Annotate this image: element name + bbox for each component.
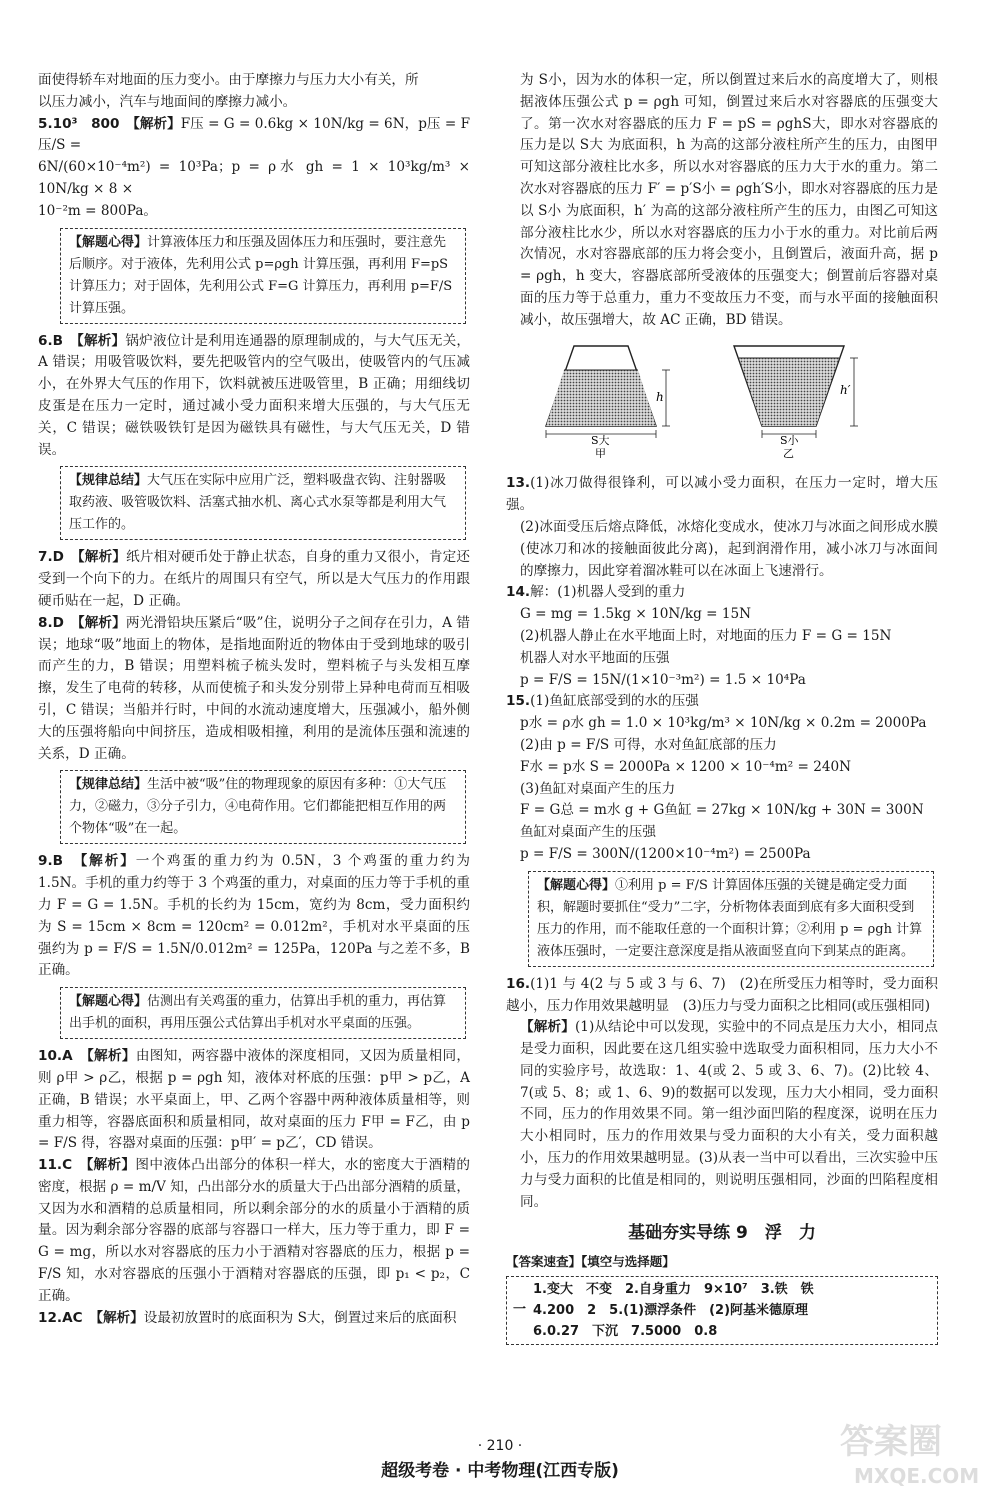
left-column [38,70,470,1329]
answer-16-answers: (1)1 与 4(2 与 5 或 3 与 6、7) (2)在所受压力相等时，受力面积越小，压力作用效果越明显 (3)压力与受力面积之比相同(或压强相同) [506,975,938,1014]
watermark-url: MXQE.COM [854,1464,980,1488]
answer-16-head: 16. [506,975,531,992]
right-column [506,70,938,1345]
answer-6 [38,331,470,462]
answer-14-line-5: p = F/S = 15N/(1×10⁻³m²) = 1.5 × 10⁴Pa [520,671,806,688]
answer-15-line-2: p水 = ρ水 gh = 1.0 × 10³kg/m³ × 10N/kg × 0.2m = 2000Pa [520,715,927,732]
answer-14-head: 14. [506,584,531,601]
answer-15-line-8: p = F/S = 300N/(1200×10⁻⁴m²) = 2500Pa [520,845,811,862]
answer-9-head: 9.B 【解析】 [38,853,136,870]
page-number: · 210 · [477,1438,523,1454]
answer-15-line-5: (3)鱼缸对桌面产生的压力 [520,780,676,797]
answer-12-text: 设最初放置时的底面积为 S大，倒置过来后的底面积 [143,1309,457,1326]
answer-9-text: 一个鸡蛋的重力约为 0.5N，3 个鸡蛋的重力约为 1.5N。手机的重力约等于 3 个鸡蛋的重力，对桌面的压力等于手机的重力 F = G = 1.5N。手机的长约为 15cm，宽约为 8cm，受力面积约为 S = 15cm × 8cm = 120cm² = 0.012m²，手机对水平桌面的压强约为 p = F/S = 1.5N/0.012m² = 125Pa，120Pa 与之差不多，B 正确。 [38,853,470,979]
rule-summary-text: 大气压在实际中应用广泛，塑料吸盘衣钩、注射器吸取药液、吸管吸饮料、活塞式抽水机、离心式水泵等都是利用大气压工作的。 [69,473,447,533]
answer-10-text: 由图知，两容器中液体的深度相同，又因为质量相同，则 ρ甲 > ρ乙，根据 p = ρgh 知，液体对杯底的压强：p甲 > p乙，A 正确，B 错误；水平桌面上，甲、乙两个容器中两种液体质量相等，则重力相等，容器底面积和质量相同，故对桌面的压力 F甲 = F乙，由 p = F/S 得，容器对桌面的压强：p甲′ = p乙′，CD 错误。 [38,1048,470,1152]
height-label-h: h [656,389,664,404]
watermark-text: 答案圈 [840,1422,942,1462]
answer-7-text: 纸片相对硬币处于静止状态，自身的重力又很小，肯定还受到一个向下的力。在纸片的周围只有空气，所以是大气压力的作用跟硬币贴在一起，D 正确。 [38,549,470,609]
rule-summary-tag: 【规律总结】 [69,777,148,793]
answer-15-line-3: (2)由 p = F/S 可得，水对鱼缸底部的压力 [520,736,777,753]
answer-14-line-3: (2)机器人静止在水平地面上时，对地面的压力 F = G = 15N [520,627,892,644]
answer-15-line-7: 鱼缸对桌面产生的压强 [520,824,656,841]
quick-answer-line-2: 4.200 2 5.(1)漂浮条件 (2)阿基米德原理 [533,1303,809,1319]
rule-summary-box-2 [60,770,466,844]
answer-12 [38,1308,470,1330]
answer-6-text: 锅炉液位计是利用连通器的原理制成的，与大气压无关，A 错误；用吸管吸饮料，要先把吸管内的空气吸出，使吸管内的气压减小，在外界大气压的作用下，饮料就被压进吸管里，B 正确；用细线切皮蛋是在压力一定时，通过减小受力面积来增大压强的，与大气压无关，C 错误；磁铁吸铁钉是因为磁铁具有磁性，与大气压无关，D 错误。 [38,332,471,458]
answer-8-head: 8.D 【解析】 [38,614,126,631]
rule-summary-box-1 [60,466,466,540]
section-title: 基础夯实导练 9 浮 力 [628,1223,816,1244]
answer-13-part-2: (2)冰面受压后熔点降低，冰熔化变成水，使冰刀与冰面之间形成水膜(使冰刀和冰的接触面彼此分离)，起到润滑作用，减小冰刀与冰面间的摩擦力，因此穿着溜冰鞋可以在冰面上飞速滑行。 [520,518,938,579]
answer-16-analysis-tag: 【解析】 [520,1019,575,1036]
figure-label-jia: 甲 [595,446,606,458]
answer-16 [506,974,938,1214]
answer-12-continued: 为 S小，因为水的体积一定，所以倒置过来后水的高度增大了，则根据液体压强公式 p = ρgh 可知，倒置过来后水对容器底的压强变大了。第一次水对容器底的压力 F = pS = ρghS大，即水对容器底的压力是以 S大 为底面积，h 为高的这部分液柱所产生的压力，由图甲可知这部分液柱比水多，所以水对容器底的压力大于水的重力。第二次水对容器底的压力 F′ = p′S小 = ρgh′S小，即水对容器底的压力是以 S小 为底面积，h′ 为高的这部分液柱所产生的压力，由图乙可知这部分液柱比水少，所以水对容器底的压力小于水的重力。对比前后两次情况，水对容器底部的压力将会变小，且倒置后，液面升高，据 p = ρgh，h 变大，容器底部所受液体的压强变大；倒置前后容器对桌面的压力等于总重力，重力不变故压力不变，而与水平面的接触面积减小，故压强增大，故 AC 正确，BD 错误。 [520,72,938,328]
answer-15-line-1: (1)鱼缸底部受到的水的压强 [530,693,699,710]
answer-10 [38,1046,470,1155]
answer-13-part-1: (1)冰刀做得很锋利，可以减小受力面积，在压力一定时，增大压强。 [506,475,938,514]
solving-tip-box-3 [528,871,934,967]
container-jia [546,346,670,438]
container-diagram [536,336,866,458]
container-figure [536,336,938,466]
answer-14-line-1: 解：(1)机器人受到的重力 [530,584,686,601]
answer-15-line-6: F = G总 = m水 g + G鱼缸 = 27kg × 10N/kg + 30N = 300N [520,802,924,819]
solving-tip-text: ①利用 p = F/S 计算固体压强的关键是确定受力面积，解题时要抓住“受力”二字，分析物体表面到底有多大面积受到压力的作用，而不能取任意的一个面积计算；②利用 p = ρgh 计算液体压强时，一定要注意深度是指从液面竖直向下到某点的距离。 [537,877,923,959]
answer-5-text-2: 6N/(60×10⁻⁴m²) = 10³Pa；p = ρ水 gh = 1 × 10³kg/m³ × 10N/kg × 8 × [38,159,470,197]
book-title: 超级考卷 · 中考物理(江西专版) [381,1461,619,1481]
answer-11-head: 11.C 【解析】 [38,1157,136,1174]
quick-answer-lead: 一 [513,1302,527,1318]
answer-5-text-3: 10⁻²m = 800Pa。 [38,202,158,219]
answer-6-head: 6.B 【解析】 [38,332,126,349]
answer-16-analysis: (1)从结论中可以发现，实验中的不同点是压力大小，相同点是受力面积，因此要在这几组实验中选取受力面积相同，压力大小不同的实验序号，故选取：1、4(或 2、5 或 3、6、7)。(2)比较 4、7(或 5、8；或 1、6、9)的数据可以发现，压力大小相同，受力面积不同，压力的作用效果不同。第一组沙面凹陷的程度深，说明在压力大小相同时，压力的作用效果与受力面积的大小有关，受力面积越小，压力的作用效果越明显。(3)从表一当中可以看出，三次实验中压力与受力面积的比值是相同的，则说明压强相同，沙面的凹陷程度相同。 [520,1019,938,1210]
answer-7 [38,547,470,612]
intro-line-1: 面使得轿车对地面的压力变小。由于摩擦力与压力大小有关，所 [38,72,419,88]
watermark-logo [832,1411,982,1491]
quick-answer-line-3: 6.0.27 下沉 7.5000 0.8 [533,1324,718,1340]
answer-9 [38,851,470,982]
solving-tip-tag: 【解题心得】 [69,994,148,1010]
answer-5 [38,114,470,223]
solving-tip-text: 估测出有关鸡蛋的重力，估算出手机的重力，再估算出手机的面积，再用压强公式估算出手机对水平桌面的压强。 [69,994,447,1032]
solving-tip-box-2 [60,987,466,1039]
answer-8 [38,613,470,766]
answer-8-text: 两光滑铅块压紧后“吸”住，说明分子之间存在引力，A 错误；地球“吸”地面上的物体，是指地面附近的物体由于受到地球的吸引而产生的力，B 错误；用塑料梳子梳头发时，塑料梳子与头发相互摩擦，发生了电荷的转移，从而使梳子和头发分别带上异种电荷而互相吸引，C 错误；当船并行时，中间的水流动速度增大，压强减小，船外侧大的压强将船向中间挤压，造成相吸相撞，利用的是流体压强和流速的关系，D 正确。 [38,614,471,762]
answer-11 [38,1155,470,1308]
rule-summary-text: 生活中被“吸”住的物理现象的原因有多种：①大气压力，②磁力，③分子引力，④电荷作用。它们都能把相互作用的两个物体“吸”在一起。 [69,777,447,837]
answer-5-head: 5.10³ 800 【解析】 [38,115,181,132]
solving-tip-tag: 【解题心得】 [537,877,616,893]
quick-answer-box [506,1276,938,1345]
answer-15-head: 15. [506,693,531,710]
answer-14-line-4: 机器人对水平地面的压强 [520,649,670,666]
quick-answer-line-1: 1.变大 不变 2.自身重力 9×10⁷ 3.铁 铁 [533,1282,814,1298]
solving-tip-box-1 [60,228,466,324]
answer-10-head: 10.A 【解析】 [38,1048,136,1065]
area-label-big: S大 [591,433,610,447]
answer-12-head: 12.AC 【解析】 [38,1309,144,1326]
intro-line-2: 以压力减小，汽车与地面间的摩擦力减小。 [38,93,297,110]
answer-14 [506,582,938,691]
answer-5-text-1: F压 = G = 0.6kg × 10N/kg = 6N，p压 = F压/S = [38,115,470,154]
answer-14-line-2: G = mg = 1.5kg × 10N/kg = 15N [520,606,752,623]
answer-13 [506,473,938,582]
answer-7-head: 7.D 【解析】 [38,549,127,566]
rule-summary-tag: 【规律总结】 [69,473,148,489]
answer-11-text: 图中液体凸出部分的体积一样大，水的密度大于酒精的密度，根据 ρ = m/V 知，凸出部分水的质量大于凸出部分酒精的质量，又因为水和酒精的总质量相同，所以剩余部分的水的质量小于酒精的质量。因为剩余部分容器的底部与容器口一样大，压力等于重力，即 F = G = mg，所以水对容器底的压力小于酒精对容器底的压力，根据 p = F/S 知，水对容器底的压强小于酒精对容器底的压强，即 p₁ < p₂，C 正确。 [38,1157,470,1304]
solving-tip-tag: 【解题心得】 [69,234,148,250]
figure-label-yi: 乙 [783,446,794,458]
answer-15 [506,691,938,865]
quick-answer-label: 【答案速查】【填空与选择题】 [506,1254,675,1270]
answer-15-line-4: F水 = p水 S = 2000Pa × 1200 × 10⁻⁴m² = 240N [520,758,852,775]
solving-tip-text: 计算液体压力和压强及固体压力和压强时，要注意先后顺序。对于液体，先利用公式 p=ρgh 计算压强，再利用 F=pS 计算压力；对于固体，先利用公式 F=G 计算压力，再利用 p=F/S 计算压强。 [69,234,453,316]
height-label-h-prime: h′ [840,382,851,397]
answer-13-head: 13. [506,475,531,492]
area-label-small: S小 [780,433,799,447]
